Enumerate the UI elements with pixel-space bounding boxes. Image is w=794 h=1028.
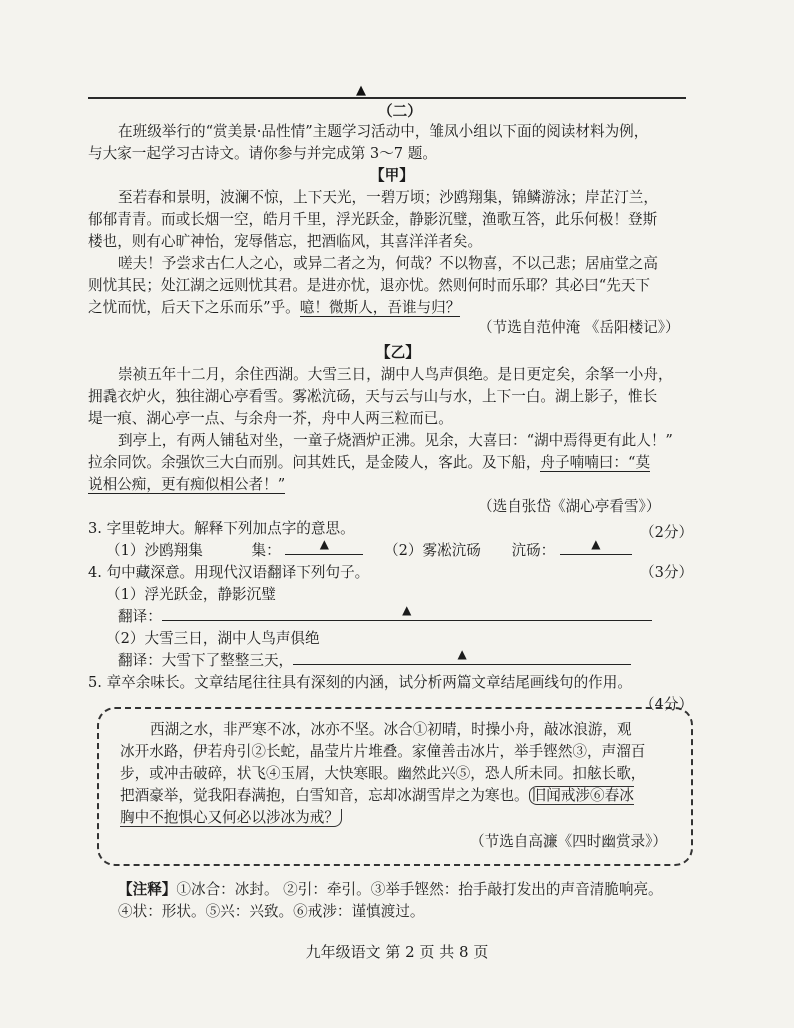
q4-stem: 4. 句中藏深意。用现代汉语翻译下列句子。: [88, 564, 370, 581]
q3-items: [106, 537, 632, 562]
q3-item2-label: （2）雾凇沆砀: [383, 542, 481, 559]
yi-line-4: 到亭上，有两人铺毡对坐，一童子烧酒炉正沸。见余，大喜曰：“湖中焉得更有此人！”: [118, 432, 673, 449]
yi-title: 【乙】: [376, 344, 420, 361]
q4-trans-label: 翻译：: [118, 608, 162, 625]
box-source: （节选自高濂《四时幽赏录》）: [470, 833, 668, 850]
jia-line-1: 至若春和景明，波澜不惊，上下天光，一碧万顷；沙鸥翔集，锦鳞游泳；岸芷汀兰，: [118, 189, 658, 206]
q5-score: （4分）: [640, 696, 694, 713]
jia-line-5: 则忧其民；处江湖之远则忧其君。是进亦忧，退亦忧。然则何时而乐耶？其必曰“先天下: [88, 277, 651, 294]
box-line-3: 步，或冲击破碎，状飞④玉屑，大快寒眼。幽然此兴⑤，恐人所未同。扣舷长歌，: [120, 765, 646, 782]
q3-item2-word: 沆砀：: [511, 542, 556, 559]
q3-blank-2[interactable]: [560, 537, 632, 555]
q4-blank-1[interactable]: [162, 603, 652, 621]
box-line-4-text: 把酒豪举，觉我阳春满抱，白雪知音，忘却冰湖雪岸之为寒也。: [120, 787, 529, 804]
box-line-2: 冰开水路，伊若舟引②长蛇，晶莹片片堆叠。家僮善击冰片，举手铿然③，声溜百: [120, 743, 646, 760]
box-circled-start: 旧闻戒涉⑥春冰: [529, 786, 634, 805]
answer-marker: ▲: [356, 83, 366, 98]
jia-title: 【甲】: [370, 167, 414, 184]
notes-text-1: ①冰合：冰封。 ②引：牵引。③举手铿然：抬手敲打发出的声音清脆响亮。: [176, 881, 663, 898]
answer-marker: ▲: [457, 647, 467, 661]
yi-line-2: 拥毳衣炉火，独往湖心亭看雪。雾凇沆砀，天与云与山与水，上下一白。湖上影子，惟长: [88, 388, 658, 405]
answer-marker: ▲: [591, 537, 601, 551]
notes-line-2: ④状：形状。⑤兴：兴致。⑥戒涉：谨慎渡过。: [118, 903, 425, 920]
box-line-5: [120, 807, 342, 829]
yi-line-5-text: 拉余同饮。余强饮三大白而别。问其姓氏，是金陵人，客此。及下船，: [88, 454, 541, 471]
top-rule: [88, 97, 686, 99]
jia-line-2: 郁郁青青。而或长烟一空，皓月千里，浮光跃金，静影沉璧，渔歌互答，此乐何极！登斯: [88, 211, 658, 228]
q3-score: （2分）: [640, 524, 694, 541]
yi-line-1: 崇祯五年十二月，余住西湖。大雪三日，湖中人鸟声俱绝。是日更定矣，余拏一小舟，: [118, 366, 673, 383]
box-line-4: [120, 785, 634, 807]
intro-line-2: 与大家一起学习古诗文。请你参与并完成第 3～7 题。: [88, 145, 437, 162]
q4-translation-2: [118, 647, 631, 672]
q3-item1-word: 集：: [251, 542, 281, 559]
q4-item1: （1）浮光跃金，静影沉璧: [106, 586, 276, 603]
yi-line-5: [88, 452, 650, 474]
jia-line-6-text: 之忧而忧，后天下之乐而乐”乎。: [88, 299, 300, 316]
notes-label: 【注释】: [118, 881, 177, 898]
answer-marker: ▲: [319, 537, 329, 551]
yi-line-3: 堤一痕、湖心亭一点、与余舟一芥，舟中人两三粒而已。: [88, 410, 453, 427]
jia-line-3: 楼也，则有心旷神怡，宠辱偕忘，把酒临风，其喜洋洋者矣。: [88, 233, 483, 250]
box-circled-end: 胸中不抱惧心又何必以涉冰为戒？: [120, 809, 342, 827]
q3-stem: 3. 字里乾坤大。解释下列加点字的意思。: [88, 520, 355, 537]
jia-source: （节选自范仲淹 《岳阳楼记》）: [478, 319, 680, 336]
jia-line-4: 嗟夫！予尝求古仁人之心，或异二者之为，何哉？不以物喜，不以己悲；居庙堂之高: [118, 255, 658, 272]
page-footer: 九年级语文 第 2 页 共 8 页: [305, 943, 489, 961]
answer-marker: ▲: [402, 603, 412, 617]
yi-source: （选自张岱《湖心亭看雪》）: [478, 498, 661, 515]
q5-stem: 5. 章卒余味长。文章结尾往往具有深刻的内涵，试分析两篇文章结尾画线句的作用。: [88, 674, 632, 691]
yi-underlined-2: 说相公痴，更有痴似相公者！”: [88, 476, 286, 493]
yi-underlined-1: 舟子喃喃曰：“莫: [540, 454, 651, 471]
q4-translation-1: [118, 603, 652, 628]
yi-line-6: [88, 474, 285, 496]
q4-blank-2[interactable]: [293, 647, 631, 665]
box-line-1: 西湖之水，非严寒不冰，冰亦不坚。冰合①初晴，时操小舟，敲冰浪游，观: [150, 721, 632, 738]
jia-line-6: [88, 297, 460, 319]
q4-trans2-prefix: 翻译：大雪下了整整三天，: [118, 652, 294, 669]
notes-line-1: [118, 879, 663, 901]
section-title: （二）: [378, 103, 422, 120]
q4-score: （3分）: [640, 564, 694, 581]
q4-item2: （2）大雪三日，湖中人鸟声俱绝: [106, 630, 320, 647]
jia-underlined-sentence: 噫！微斯人，吾谁与归？: [299, 299, 461, 316]
intro-line-1: 在班级举行的“赏美景·品性情”主题学习活动中，雏凤小组以下面的阅读材料为例，: [118, 123, 649, 140]
q3-blank-1[interactable]: [285, 537, 363, 555]
q3-item1-label: （1）沙鸥翔集: [106, 542, 203, 559]
